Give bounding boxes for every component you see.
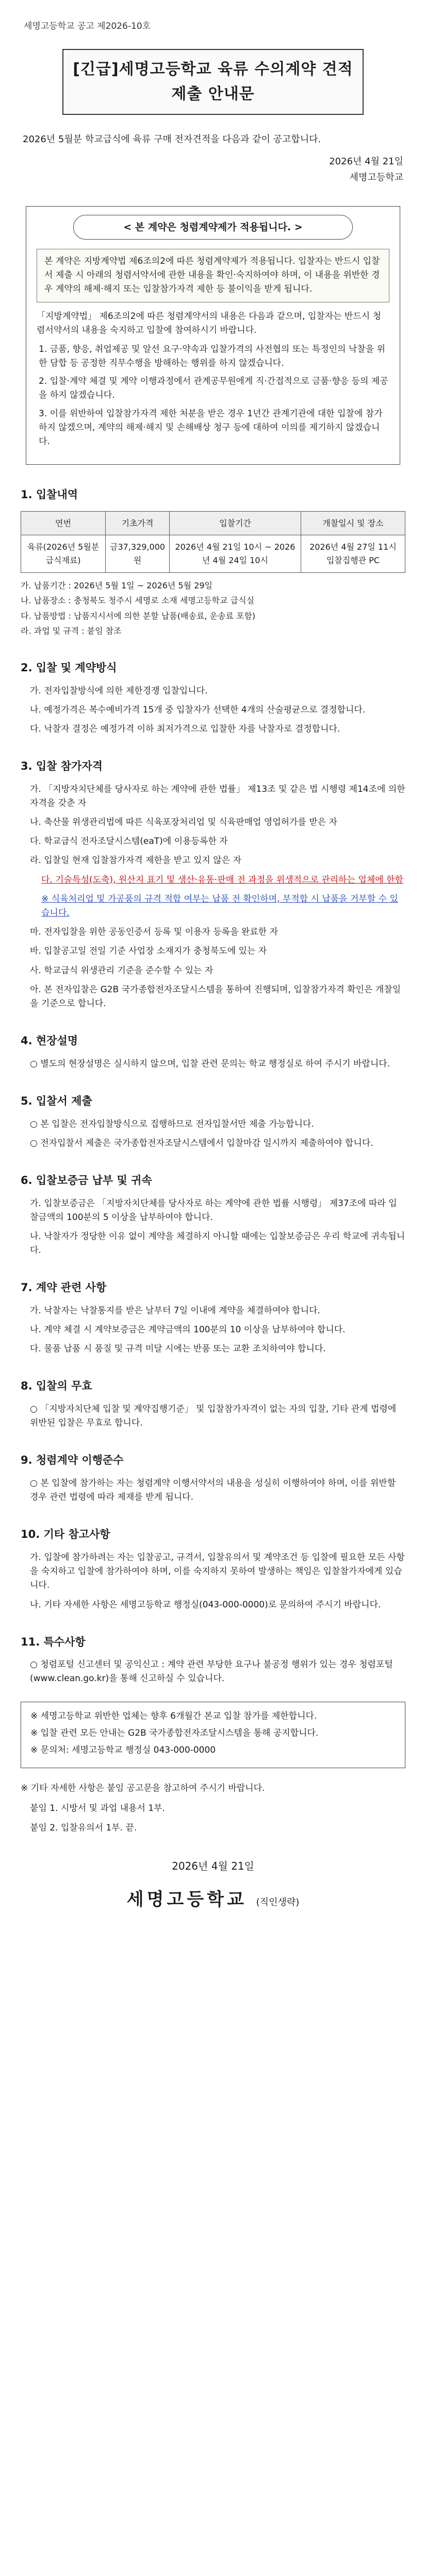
integrity-contract-box (26, 206, 400, 465)
section2-item: 가. 전자입찰방식에 의한 제한경쟁 입찰입니다. (30, 685, 208, 696)
intro-date: 2026년 4월 21일 (329, 156, 403, 167)
bid-note: 다. 납품방법 : 납품지시서에 의한 분할 납품(배송료, 운송료 포함) (21, 611, 256, 621)
section10-item: 나. 기타 자세한 사항은 세명고등학교 행정실(043-000-0000)로 문의하여 주시기 바랍니다. (30, 1599, 381, 1610)
section8-item: ○ 「지방자치단체 입찰 및 계약집행기준」 및 입찰참가자격이 없는 자의 입찰, 기타 관계 법령에 위반된 입찰은 무효로 합니다. (30, 1404, 397, 1429)
section2-item: 다. 낙찰자 결정은 예정가격 이하 최저가격으로 입찰한 자를 낙찰자로 결정합니다. (30, 723, 340, 734)
section3-highlight-red: 다. 기술특성(도축), 원산지 표기 및 생산·유통·판매 전 과정을 위생적으로 관리하는 업체에 한함 (41, 874, 403, 885)
caution-box (21, 1702, 405, 1769)
attachment-item: 붙임 2. 입찰유의서 1부. 끝. (30, 1822, 137, 1833)
section5-item: ○ 본 입찰은 전자입찰방식으로 집행하므로 전자입찰서만 제출 가능합니다. (30, 1118, 314, 1129)
section7-heading: 7. 계약 관련 사항 (21, 1281, 107, 1294)
section4-heading: 4. 현장설명 (21, 1035, 78, 1047)
section3-item: 바. 입찰공고일 전일 기준 사업장 소재지가 충청북도에 있는 자 (30, 946, 267, 957)
footer-date: 2026년 4월 21일 (172, 1859, 254, 1872)
section1-heading: 1. 입찰내역 (21, 488, 78, 501)
footer-org-seal-note: (직인생략) (256, 1896, 300, 1908)
integrity-item: 2. 입찰·계약 체결 및 계약 이행과정에서 관계공무원에게 직·간접적으로 금품·향응 등의 제공을 하지 않겠습니다. (39, 376, 388, 401)
section2-item: 나. 예정가격은 복수예비가격 15개 중 입찰자가 선택한 4개의 산술평균으로 결정합니다. (30, 704, 366, 715)
bid-table-header: 입찰기간 (170, 511, 301, 535)
bid-table-header: 개찰일시 및 장소 (301, 511, 405, 535)
integrity-intro: 「지방계약법」 제6조의2에 따른 청렴계약서의 내용은 다음과 같으며, 입찰자는 반드시 청렴서약서의 내용을 숙지하고 입찰에 참여하시기 바랍니다. (37, 311, 382, 335)
section6-item: 가. 입찰보증금은 「지방자치단체를 당사자로 하는 계약에 관한 법률 시행령」 제37조에 따라 입찰금액의 100분의 5 이상을 납부하여야 합니다. (30, 1198, 397, 1223)
section3-item: 라. 입찰일 현재 입찰참가자격 제한을 받고 있지 않은 자 (30, 855, 241, 866)
section8-heading: 8. 입찰의 무효 (21, 1380, 92, 1393)
section5-item: ○ 전자입찰서 제출은 국가종합전자조달시스템에서 입찰마감 일시까지 제출하여야 합니다. (30, 1138, 373, 1148)
bid-table-cell: 2026년 4월 27일 11시 입찰집행관 PC (301, 535, 405, 572)
attachment-item: 붙임 1. 시방서 및 과업 내용서 1부. (30, 1803, 165, 1814)
section3-item: 가. 「지방자치단체를 당사자로 하는 계약에 관한 법률」 제13조 및 같은 법 시행령 제14조에 의한 자격을 갖춘 자 (30, 784, 405, 808)
bid-table-cell: 육류(2026년 5월분 급식재료) (21, 535, 106, 572)
section6-item: 나. 낙찰자가 정당한 이유 없이 계약을 체결하지 아니할 때에는 입찰보증금은 우리 학교에 귀속됩니다. (30, 1231, 405, 1256)
bid-note: 라. 과업 및 규격 : 붙임 참조 (21, 626, 122, 636)
intro-text: 2026년 5월분 학교급식에 육류 구매 전자견적을 다음과 같이 공고합니다. (23, 134, 321, 145)
section3-item: 마. 전자입찰을 위한 공동인증서 등록 및 이용자 등록을 완료한 자 (30, 927, 278, 938)
bid-table-header: 기초가격 (106, 511, 170, 535)
caution-item: ※ 입찰 관련 모든 안내는 G2B 국가종합전자조달시스템을 통해 공지합니다. (30, 1727, 319, 1738)
section9-heading: 9. 청렴계약 이행준수 (21, 1454, 124, 1467)
section3-heading: 3. 입찰 참가자격 (21, 760, 103, 773)
footer-org-name: 세명고등학교 (126, 1889, 247, 1910)
integrity-inner-text: 본 계약은 지방계약법 제6조의2에 따른 청렴계약제가 적용됩니다. 입찰자는 반드시 입찰서 제출 시 아래의 청렴서약서에 관한 내용을 확인·숙지하여야 하며, 이 내용을 위반한 경우 계약의 해제·해지 또는 입찰참가자격 제한 등 불이익을 받게 됩니다. (37, 249, 389, 302)
notice-title: [긴급]세명고등학교 육류 수의계약 견적제출 안내문 (62, 49, 364, 115)
section7-item: 가. 낙찰자는 낙찰통지를 받은 날부터 7일 이내에 계약을 체결하여야 합니다. (30, 1305, 320, 1316)
bid-table (21, 511, 405, 573)
bid-note: 가. 납품기간 : 2026년 5월 1일 ~ 2026년 5월 29일 (21, 580, 213, 590)
bid-table-header-row (21, 511, 405, 535)
section11-heading: 11. 특수사항 (21, 1635, 86, 1648)
bid-table-cell: 금37,329,000원 (106, 535, 170, 572)
caution-item: ※ 문의처: 세명고등학교 행정실 043-000-0000 (30, 1745, 216, 1756)
intro-block (23, 132, 403, 185)
table-row (21, 535, 405, 572)
section6-heading: 6. 입찰보증금 납부 및 귀속 (21, 1174, 152, 1187)
section5-heading: 5. 입찰서 제출 (21, 1094, 92, 1107)
notice-number: 세명고등학교 공고 제2026-10호 (24, 21, 151, 31)
footer-org (21, 1886, 405, 1913)
section7-item: 다. 물품 납품 시 품질 및 규격 미달 시에는 반품 또는 교환 조치하여야 합니다. (30, 1344, 326, 1354)
integrity-list (37, 343, 389, 449)
section3-highlight-blue: ※ 식육처리업 및 가공품의 규격 적합 여부는 납품 전 확인하며, 부적합 시 납품을 거부할 수 있습니다. (41, 893, 398, 919)
section11-item: ○ 청렴포털 신고센터 및 공익신고 : 계약 관련 부당한 요구나 불공정 행위가 있는 경우 청렴포털(www.clean.go.kr)을 통해 신고하실 수 있습니다. (30, 1659, 393, 1684)
closing-line: ※ 기타 자세한 사항은 붙임 공고문을 참고하여 주시기 바랍니다. (21, 1783, 265, 1794)
section2-heading: 2. 입찰 및 계약방식 (21, 661, 117, 674)
caution-item: ※ 세명고등학교 위반한 업체는 향후 6개월간 본교 입찰 참가를 제한합니다. (30, 1710, 317, 1721)
section10-heading: 10. 기타 참고사항 (21, 1528, 110, 1541)
section9-item: ○ 본 입찰에 참가하는 자는 청렴계약 이행서약서의 내용을 성실히 이행하여야 하며, 이를 위반할 경우 관련 법령에 따라 제재를 받게 됩니다. (30, 1478, 396, 1503)
section7-item: 나. 계약 체결 시 계약보증금은 계약금액의 100분의 10 이상을 납부하여야 합니다. (30, 1325, 346, 1335)
bid-table-cell: 2026년 4월 21일 10시 ~ 2026년 4월 24일 10시 (170, 535, 301, 572)
integrity-item: 1. 금품, 향응, 취업제공 및 알선 요구·약속과 입찰가격의 사전협의 또는 특정인의 낙찰을 위한 담합 등 공정한 직무수행을 방해하는 행위를 하지 않겠습니다. (39, 344, 386, 369)
section4-item: ○ 별도의 현장설명은 실시하지 않으며, 입찰 관련 문의는 학교 행정실로 하여 주시기 바랍니다. (30, 1058, 390, 1069)
section3-item: 나. 축산물 위생관리법에 따른 식육포장처리업 및 식육판매업 영업허가를 받은 자 (30, 817, 337, 828)
intro-issuer: 세명고등학교 (349, 172, 403, 183)
bid-notes (21, 579, 405, 638)
section3-item: 사. 학교급식 위생관리 기준을 준수할 수 있는 자 (30, 965, 214, 976)
bid-note: 나. 납품장소 : 충청북도 청주시 세명로 소재 세명고등학교 급식실 (21, 596, 255, 606)
section10-item: 가. 입찰에 참가하려는 자는 입찰공고, 규격서, 입찰유의서 및 계약조건 등 입찰에 필요한 모든 사항을 숙지하고 입찰에 참가하여야 하며, 이를 숙지하지 못하여 발생하는 책임은 입찰참가자에게 있습니다. (30, 1552, 405, 1591)
section3-item: 다. 학교급식 전자조달시스템(eaT)에 이용등록한 자 (30, 836, 228, 847)
section3-item: 아. 본 전자입찰은 G2B 국가종합전자조달시스템을 통하여 진행되며, 입찰참가자격 확인은 개찰일을 기준으로 합니다. (30, 984, 401, 1009)
integrity-bubble: < 본 계약은 청렴계약제가 적용됩니다. > (73, 215, 353, 240)
bid-table-header: 연번 (21, 511, 106, 535)
integrity-item: 3. 이를 위반하여 입찰참가자격 제한 처분을 받은 경우 1년간 관계기관에 대한 입찰에 참가하지 않겠으며, 계약의 해제·해지 및 손해배상 청구 등에 대하여 이의를 제기하지 않겠습니다. (39, 408, 383, 447)
